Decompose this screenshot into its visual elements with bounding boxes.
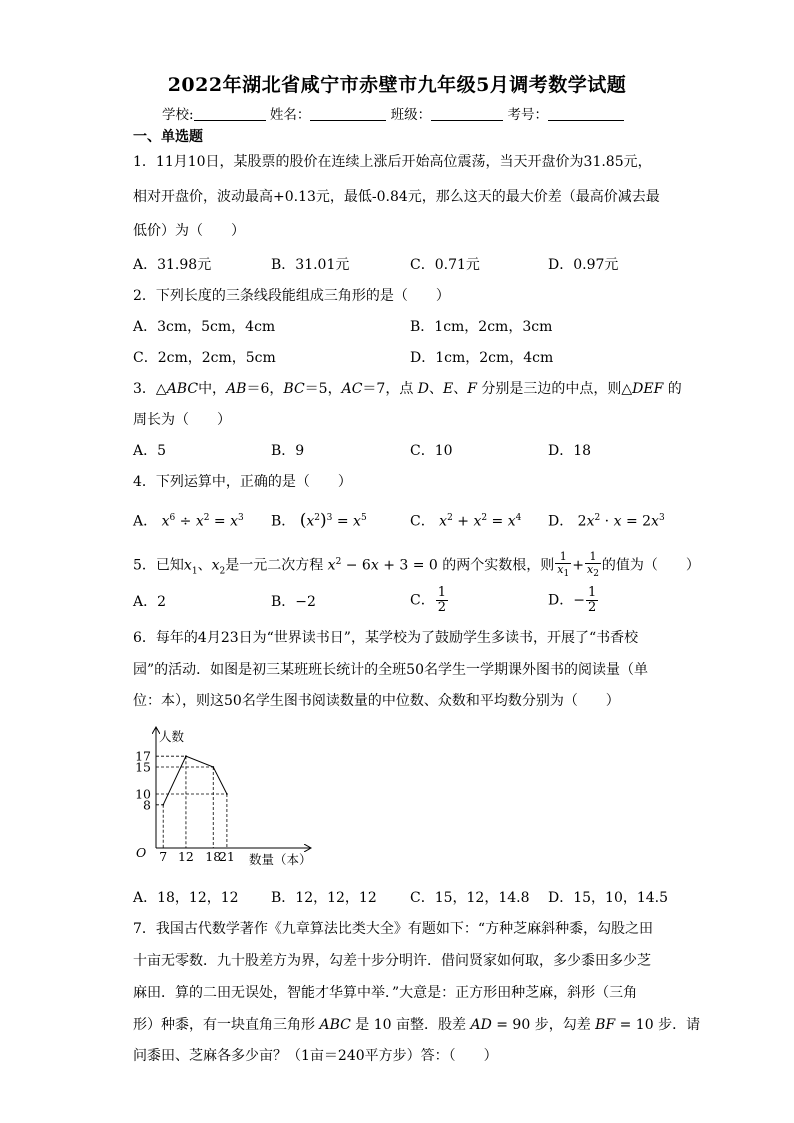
class-label: 班级： [390,107,432,123]
exam-no-blank[interactable] [548,106,624,121]
x-tick-label: 18 [205,849,222,864]
y-tick-label: 17 [135,748,151,764]
q2-option-a: A．3cm，5cm，4cm [133,319,276,335]
q3-option-a: A．5 [133,443,167,459]
y-tick-label: 15 [135,759,151,775]
q4-option-d: D． $2x^2 \cdot x = 2x^3$ [548,513,665,530]
q1-option-b: B．31.01元 [271,257,350,273]
q7-line-5: 问黍田、芝麻各多少亩？（1亩＝240平方步）答：（ ） [133,1048,498,1064]
origin-label: O [136,845,147,860]
q6-line-3: 位：本），则这50名学生图书阅读数量的中位数、众数和平均数分别为（ ） [133,693,620,709]
q1-line-3: 低价）为（ ） [133,223,245,239]
q1-line-1: 1．11月10日，某股票的股价在连续上涨后开始高位震荡，当天开盘价为31.85元， [133,154,652,170]
q7-line-1: 7．我国古代数学著作《九章算法比类大全》有题如下：“方种芝麻斜种黍，勾股之田 [133,921,654,937]
school-label: 学校: [162,107,194,123]
q4-line-1: 4．下列运算中，正确的是（ ） [133,474,352,490]
name-label: 姓名： [269,107,311,123]
q4-option-b: B． $(x^2)^3 = x^5$ [271,510,367,531]
q5-line-1: 5．已知$x_1$、$x_2$是一元二次方程 $x^2 - 6x + 3 = 0$ 的两个实数根，则 $\frac{1}{x_1}$ + $\frac{1}{x_2}$ 的值为（ ） [133,550,700,580]
q5-option-b: B．−2 [271,594,316,610]
x-tick-label: 7 [159,849,168,864]
y-axis-label: 人数 [159,729,185,744]
q5-option-a: A．2 [133,594,167,610]
series-line [163,756,227,805]
q7-line-3: 麻田．算的二田无误处，智能才华算中举．”大意是：正方形田种芝麻，斜形（三角 [133,985,638,1001]
exam-no-label: 考号： [507,107,548,123]
q2-option-c: C．2cm，2cm，5cm [133,350,276,366]
q6-option-b: B．12，12，12 [271,890,377,906]
q3-option-c: C．10 [410,443,453,459]
q6-line-1: 6．每年的4月23日为“世界读书日”，某学校为了鼓励学生多读书，开展了“书香校 [133,630,639,646]
name-blank[interactable] [310,106,386,121]
section-heading: 一、单选题 [133,129,203,145]
q6-line-2: 园”的活动．如图是初三某班班长统计的全班50名学生一学期课外图书的阅读量（单 [133,662,648,678]
school-blank[interactable] [194,106,266,121]
q3-option-d: D．18 [548,443,592,459]
q1-option-c: C．0.71元 [410,257,480,273]
q2-option-b: B．1cm，2cm，3cm [410,319,553,335]
q3-line-1: 3．△ABC中，AB＝6，BC＝5，AC＝7，点 D、E、F 分别是三边的中点，则△DEF 的 [133,381,682,397]
data-point [226,793,228,795]
q4-option-c: C． $x^2 + x^2 = x^4$ [410,513,522,530]
y-tick-label: 10 [135,786,151,802]
q3-option-b: B．9 [271,443,305,459]
data-point [185,755,187,757]
reading-line-chart [130,722,360,870]
y-tick-label: 8 [143,797,151,813]
page-title: 2022年湖北省咸宁市赤壁市九年级5月调考数学试题 [167,74,627,96]
x-tick-label: 12 [177,849,194,864]
q1-option-a: A．31.98元 [133,257,212,273]
q6-option-d: D．15，10，14.5 [548,890,669,906]
class-blank[interactable] [431,106,503,121]
q7-line-2: 十亩无零数．九十股差方为界，勾差十步分明许．借问贤家如何取，多少黍田多少芝 [133,953,651,969]
x-axis-label: 数量（本） [249,852,312,867]
student-info-line [162,103,624,123]
q5-option-d: D．− $\frac{1}{2}$ [548,585,597,615]
x-tick-label: 21 [218,849,235,864]
data-point [162,804,164,806]
q3-line-2: 周长为（ ） [133,412,231,428]
q6-option-a: A．18，12，12 [133,890,239,906]
q7-line-4: 形）种黍，有一块直角三角形 ABC 是 10 亩整．股差 AD = 90 步，勾差 BF = 10 步．请 [133,1017,701,1033]
q5-option-c: C． $\frac{1}{2}$ [410,585,446,615]
q6-option-c: C．15，12，14.8 [410,890,530,906]
q4-option-a: A． $x^6 \div x^2 = x^3$ [133,513,244,530]
data-point [212,766,214,768]
q1-line-2: 相对开盘价，波动最高+0.13元，最低-0.84元，那么这天的最大价差（最高价减去最 [133,189,660,205]
q2-line-1: 2．下列长度的三条线段能组成三角形的是（ ） [133,288,450,304]
q2-option-d: D．1cm，2cm，4cm [410,350,554,366]
q1-option-d: D．0.97元 [548,257,619,273]
